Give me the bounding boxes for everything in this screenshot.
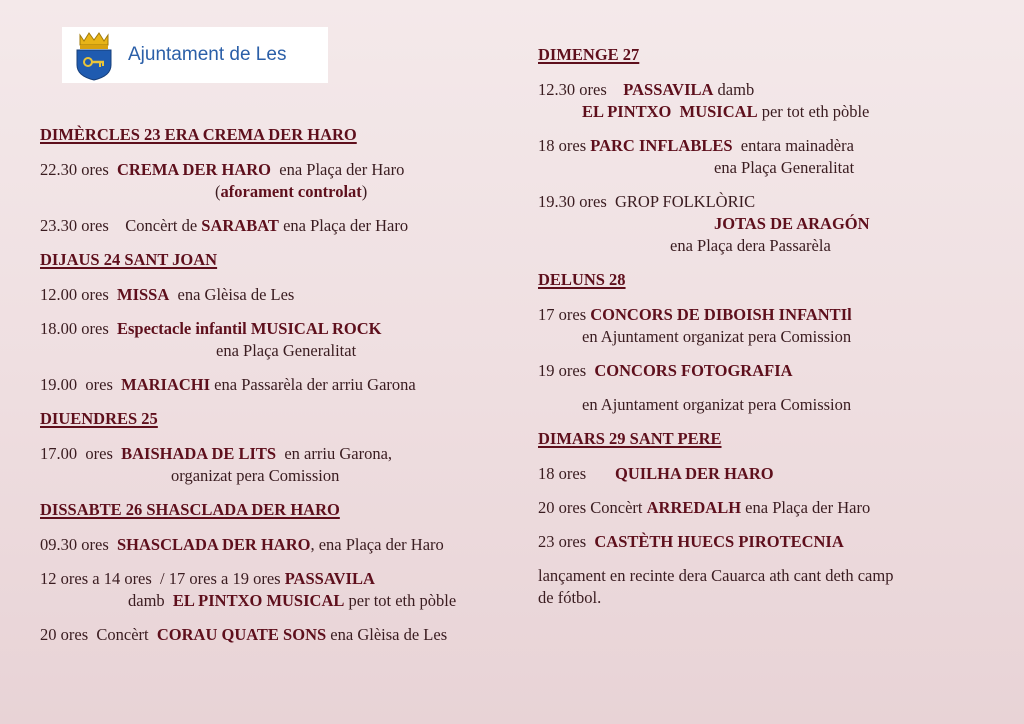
event-title: CREMA DER HARO bbox=[117, 160, 272, 179]
event-title: QUILHA DER HARO bbox=[615, 464, 774, 483]
event-diboish bbox=[538, 304, 978, 348]
day-heading-diuendres: DIUENDRES 25 bbox=[40, 409, 158, 428]
event-crema bbox=[40, 159, 520, 203]
event-time: 23 ores bbox=[538, 532, 595, 551]
event-title: MISSA bbox=[117, 285, 170, 304]
event-time: 12.00 ores bbox=[40, 285, 117, 304]
day-heading-dimenge: DIMENGE 27 bbox=[538, 45, 640, 64]
crest-icon bbox=[68, 29, 120, 81]
event-place: ena Plaça Generalitat bbox=[216, 341, 357, 360]
event-connector: damb bbox=[713, 80, 755, 99]
event-time: 18.00 ores bbox=[40, 319, 117, 338]
left-column bbox=[40, 124, 520, 658]
event-title: CONCORS DE DIBOISH INFANTIl bbox=[590, 305, 852, 324]
event-title: CORAU QUATE SONS bbox=[156, 625, 327, 644]
note-line-2: de fótbol. bbox=[538, 588, 602, 607]
day-heading-dissabte: DISSABTE 26 SHASCLADA DER HARO bbox=[40, 500, 340, 519]
event-time: 12.30 ores bbox=[538, 80, 624, 99]
event-time: 19 ores bbox=[538, 361, 595, 380]
event-title: SARABAT bbox=[201, 216, 279, 235]
event-time: 12 ores a 14 ores / 17 ores a 19 ores bbox=[40, 569, 285, 588]
event-title: PARC INFLABLES bbox=[590, 136, 733, 155]
event-title: MARIACHI bbox=[121, 375, 211, 394]
event-place: ena Plaça der Haro bbox=[278, 216, 409, 235]
event-audience: entara mainadèra bbox=[732, 136, 854, 155]
event-arredalh bbox=[538, 497, 978, 519]
event-time: 17.00 ores bbox=[40, 444, 122, 463]
paren-close: ) bbox=[361, 182, 368, 201]
day-heading-dimercles: DIMÈRCLES 23 ERA CREMA DER HARO bbox=[40, 125, 357, 144]
event-shasclada bbox=[40, 534, 520, 556]
event-title: CASTÈTH HUECS PIROTECNIA bbox=[594, 532, 844, 551]
event-time: 17 ores bbox=[538, 305, 591, 324]
event-parc-inflables bbox=[538, 135, 978, 179]
event-passavila-sun bbox=[538, 79, 978, 123]
event-time: 19.30 ores GROP FOLKLÒRIC bbox=[538, 192, 756, 211]
event-title-2: EL PINTXO MUSICAL bbox=[172, 591, 345, 610]
event-baishada bbox=[40, 443, 520, 487]
event-passavila-sat bbox=[40, 568, 520, 612]
right-column bbox=[538, 44, 978, 621]
event-missa bbox=[40, 284, 520, 306]
logo bbox=[62, 27, 328, 83]
paren-open: ( bbox=[215, 182, 221, 201]
event-time: 19.00 ores bbox=[40, 375, 122, 394]
event-musical-rock bbox=[40, 318, 520, 362]
event-time: 20 ores Concèrt bbox=[40, 625, 157, 644]
event-time: 23.30 ores Concèrt de bbox=[40, 216, 202, 235]
event-title: BAISHADA DE LITS bbox=[121, 444, 277, 463]
event-place: per tot eth pòble bbox=[344, 591, 457, 610]
event-title: ARREDALH bbox=[646, 498, 742, 517]
event-place: en arriu Garona, bbox=[276, 444, 393, 463]
event-time: 20 ores Concèrt bbox=[538, 498, 647, 517]
event-pirotecnia bbox=[538, 531, 978, 553]
event-connector: damb bbox=[128, 591, 173, 610]
event-time: 18 ores bbox=[538, 136, 591, 155]
event-place: ena Plaça der Haro bbox=[741, 498, 871, 517]
event-time: 09.30 ores bbox=[40, 535, 117, 554]
event-corau bbox=[40, 624, 520, 646]
event-title-2: EL PINTXO MUSICAL bbox=[582, 102, 758, 121]
event-title: SHASCLADA DER HARO bbox=[117, 535, 311, 554]
event-sarabat bbox=[40, 215, 520, 237]
event-title: PASSAVILA bbox=[623, 80, 714, 99]
event-organizer: organizat pera Comission bbox=[171, 466, 340, 485]
event-place: ena Passarèla der arriu Garona bbox=[210, 375, 416, 394]
event-time: 22.30 ores bbox=[40, 160, 117, 179]
event-place: ena Glèisa de Les bbox=[326, 625, 448, 644]
event-place: ena Plaça der Haro bbox=[271, 160, 405, 179]
event-place: ena Plaça dera Passarèla bbox=[670, 236, 831, 255]
event-fotografia bbox=[538, 360, 978, 416]
event-title: JOTAS DE ARAGÓN bbox=[714, 214, 870, 233]
event-quilha bbox=[538, 463, 978, 485]
event-place: ena Glèisa de Les bbox=[169, 285, 295, 304]
day-heading-deluns: DELUNS 28 bbox=[538, 270, 626, 289]
event-title: PASSAVILA bbox=[284, 569, 375, 588]
event-title: Espectacle infantil MUSICAL ROCK bbox=[117, 319, 382, 338]
event-note: aforament controlat bbox=[220, 182, 362, 201]
event-time: 18 ores bbox=[538, 464, 615, 483]
day-heading-dijaus: DIJAUS 24 SANT JOAN bbox=[40, 250, 218, 269]
event-title: CONCORS FOTOGRAFIA bbox=[594, 361, 793, 380]
event-place: , ena Plaça der Haro bbox=[310, 535, 444, 554]
event-place: en Ajuntament organizat pera Comission bbox=[582, 395, 852, 414]
logo-text: Ajuntament de Les bbox=[128, 44, 287, 65]
event-pirotecnia-note bbox=[538, 565, 978, 609]
event-place: ena Plaça Generalitat bbox=[714, 158, 855, 177]
event-jotas bbox=[538, 191, 978, 257]
note-line-1: lançament en recinte dera Cauarca ath cant deth camp bbox=[538, 566, 894, 585]
day-heading-dimars: DIMARS 29 SANT PERE bbox=[538, 429, 722, 448]
event-mariachi bbox=[40, 374, 520, 396]
event-place: per tot eth pòble bbox=[757, 102, 870, 121]
event-place: en Ajuntament organizat pera Comission bbox=[582, 327, 852, 346]
